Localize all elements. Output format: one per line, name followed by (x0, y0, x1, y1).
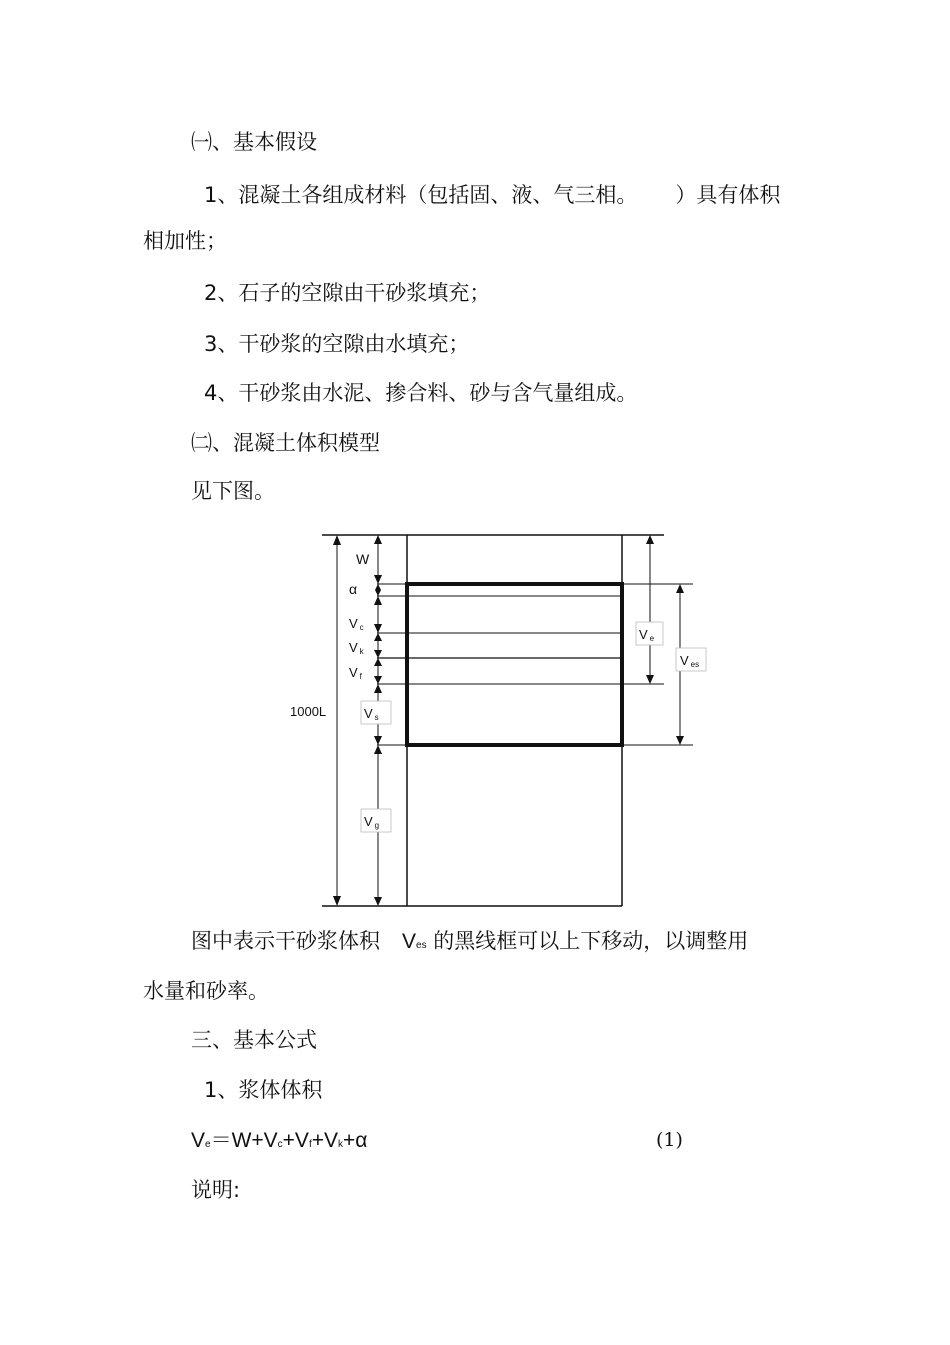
vs-label: Vs (364, 706, 379, 722)
figure-description-b: 的黑线框可以上下移动，以调整用 (433, 929, 749, 953)
alpha-label: α (349, 581, 358, 597)
ve-label: Ve (639, 627, 655, 643)
ves-label: Ves (680, 653, 700, 669)
ves-symbol: Ves (402, 930, 427, 953)
formula-item-1: 1、浆体体积 (204, 1078, 323, 1102)
paste-volume-formula: Ve＝W+Vc+Vf+Vk+α (191, 1129, 368, 1152)
assumption-1-continued: 相加性； (143, 229, 227, 253)
total-volume-label: 1000L (290, 704, 327, 719)
figure-description (191, 931, 748, 952)
explanation-label: 说明: (191, 1178, 241, 1202)
see-figure-text: 见下图。 (191, 479, 275, 503)
assumption-1-text-a: 1、混凝土各组成材料（包括固、液、气三相。 (204, 183, 638, 207)
vk-label: Vk (349, 640, 364, 656)
assumption-2: 2、石子的空隙由干砂浆填充； (204, 281, 491, 305)
section-heading-2: ㈡、混凝土体积模型 (191, 431, 380, 455)
section-heading-1: ㈠、基本假设 (191, 130, 317, 154)
assumption-4: 4、干砂浆由水泥、掺合料、砂与含气量组成。 (204, 381, 638, 405)
equation-number: (1) (656, 1129, 683, 1151)
section-heading-3: 三、基本公式 (191, 1028, 317, 1052)
water-label: W (356, 551, 370, 567)
assumption-1-text-b: ）具有体积 (675, 183, 781, 207)
vg-label: Vg (364, 814, 380, 830)
dry-mortar-frame (407, 584, 622, 745)
vc-label: Vc (349, 616, 364, 632)
figure-description-a: 图中表示干砂浆体积 (191, 929, 380, 953)
figure-description-continued: 水量和砂率。 (143, 979, 269, 1003)
assumption-3: 3、干砂浆的空隙由水填充； (204, 332, 470, 356)
vf-label: Vf (349, 665, 362, 681)
